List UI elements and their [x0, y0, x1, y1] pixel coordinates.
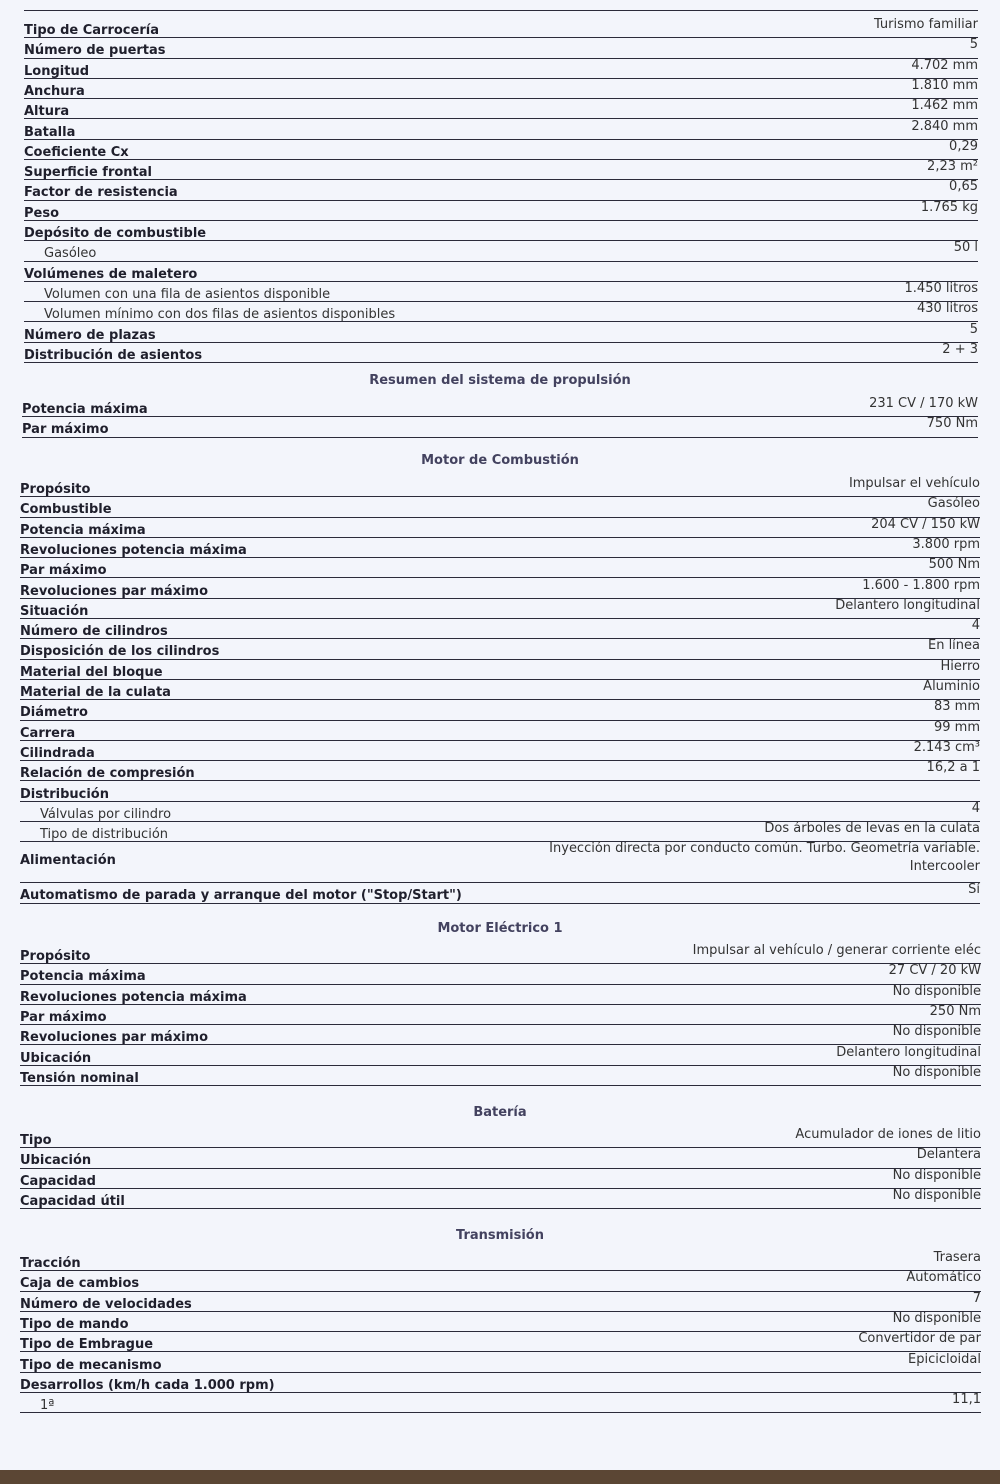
spec-label: Relación de compresión: [20, 766, 195, 782]
spec-value-line: Intercooler: [909, 859, 980, 875]
spec-label: Capacidad: [20, 1173, 96, 1189]
spec-label: Volumen mínimo con dos filas de asientos disponibles: [44, 307, 396, 323]
spec-label: Distribución de asientos: [24, 347, 203, 363]
spec-row: [20, 761, 980, 781]
spec-label: Tipo de Carrocería: [24, 23, 159, 38]
spec-label: 1ª: [40, 1398, 55, 1414]
spec-label: Potencia máxima: [20, 969, 146, 985]
spec-row: [24, 282, 978, 302]
spec-value: Impulsar al vehículo / generar corriente eléc: [692, 943, 981, 958]
spec-row: [20, 599, 980, 619]
spec-label: Número de velocidades: [20, 1296, 192, 1312]
spec-value: 3.800 rpm: [912, 536, 980, 552]
spec-value: 1.765 kg: [920, 199, 978, 215]
spec-label: Automatismo de parada y arranque del motor ("Stop/Start"): [20, 888, 462, 904]
spec-value: 2.143 cm³: [913, 739, 980, 755]
spec-value: 231 CV / 170 kW: [869, 396, 978, 411]
spec-value: Trasera: [933, 1250, 981, 1265]
spec-row: [20, 1005, 981, 1025]
spec-row: [20, 538, 980, 558]
spec-row: [20, 1066, 981, 1086]
spec-label: Revoluciones par máximo: [20, 1030, 209, 1046]
spec-row: [20, 619, 980, 639]
spec-row: [24, 201, 978, 221]
spec-value: 4: [971, 618, 980, 634]
spec-value: 0,29: [949, 138, 978, 154]
spec-label: Peso: [24, 205, 60, 221]
spec-row: [24, 302, 978, 322]
spec-row: [24, 79, 978, 99]
spec-value: 50 l: [953, 240, 978, 256]
spec-row: [20, 1025, 981, 1045]
spec-value: 1.810 mm: [911, 77, 978, 93]
spec-row: [20, 964, 981, 984]
spec-label: Anchura: [24, 83, 85, 99]
spec-label: Revoluciones par máximo: [20, 583, 209, 599]
spec-value: Impulsar el vehículo: [848, 476, 980, 491]
spec-value: 99 mm: [933, 719, 980, 735]
spec-label: Caja de cambios: [20, 1276, 140, 1292]
spec-value-line: Inyección directa por conducto común. Turbo. Geometría variable.: [549, 841, 980, 857]
spec-value: 250 Nm: [929, 1003, 981, 1019]
spec-row: [22, 417, 978, 437]
spec-value: No disponible: [892, 1187, 981, 1203]
spec-label: Número de plazas: [24, 327, 156, 343]
spec-row: [24, 18, 978, 38]
spec-row: [20, 1332, 981, 1352]
spec-label: Tensión nominal: [20, 1070, 139, 1086]
spec-label: Cilindrada: [20, 745, 95, 761]
spec-row: [20, 1169, 981, 1189]
table-surface: [0, 1470, 1000, 1484]
section-heading: Resumen del sistema de propulsión: [369, 373, 631, 388]
spec-value: [549, 842, 980, 873]
spec-row: [20, 1128, 981, 1148]
spec-label: Tracción: [20, 1256, 81, 1271]
spec-row: [20, 782, 980, 802]
spec-row: [20, 842, 980, 883]
spec-label: Par máximo: [20, 563, 107, 579]
spec-label: Carrera: [20, 725, 76, 741]
spec-label: Situación: [20, 603, 89, 619]
spec-label: Batalla: [24, 124, 76, 140]
spec-row: [20, 1046, 981, 1066]
spec-value: No disponible: [892, 1310, 981, 1326]
spec-label: Coeficiente Cx: [24, 144, 129, 160]
spec-row: [20, 1271, 981, 1291]
spec-value: 16,2 a 1: [926, 760, 980, 776]
spec-value: Dos árboles de levas en la culata: [764, 821, 980, 837]
spec-label: Factor de resistencia: [24, 185, 178, 201]
spec-label: Altura: [24, 104, 70, 120]
spec-row: [24, 241, 978, 261]
spec-label: Combustible: [20, 502, 112, 518]
spec-label: Tipo de distribución: [40, 827, 169, 843]
spec-value: Delantera: [916, 1147, 981, 1163]
spec-value: Gasóleo: [927, 496, 980, 512]
spec-label: Número de cilindros: [20, 624, 168, 640]
spec-row: [20, 700, 980, 720]
spec-row: [24, 99, 978, 119]
spec-value: No disponible: [892, 983, 981, 999]
spec-row: [20, 721, 980, 741]
spec-value: 5: [969, 37, 978, 53]
spec-value: 0,65: [949, 179, 978, 195]
spec-row: [20, 497, 980, 517]
spec-label: Volumen con una fila de asientos disponible: [44, 286, 331, 302]
spec-row: [20, 1189, 981, 1209]
spec-label: Desarrollos (km/h cada 1.000 rpm): [20, 1377, 275, 1393]
spec-label: Tipo de Embrague: [20, 1337, 154, 1353]
spec-label: Distribución: [20, 786, 109, 802]
spec-label: Tipo de mecanismo: [20, 1357, 162, 1373]
spec-row: [20, 985, 981, 1005]
spec-value: 1.462 mm: [911, 98, 978, 114]
spec-row: [24, 323, 978, 343]
spec-row: [24, 120, 978, 140]
spec-value: 2.840 mm: [911, 118, 978, 134]
spec-row: [20, 1312, 981, 1332]
spec-label: Disposición de los cilindros: [20, 644, 220, 660]
spec-row: [20, 883, 980, 903]
spec-row: [20, 477, 980, 497]
top-rule: [24, 10, 978, 11]
spec-value: 4: [971, 800, 980, 816]
spec-value: No disponible: [892, 1167, 981, 1183]
spec-value: 2,23 m²: [927, 159, 978, 175]
spec-value: 1.450 litros: [904, 280, 978, 296]
spec-label: Revoluciones potencia máxima: [20, 989, 247, 1005]
spec-row: [24, 262, 978, 282]
section-heading: Transmisión: [456, 1228, 544, 1243]
spec-value: 1.600 - 1.800 rpm: [862, 577, 980, 593]
spec-value: Epicicloidal: [908, 1351, 981, 1367]
spec-label: Par máximo: [20, 1009, 107, 1025]
spec-row: [24, 59, 978, 79]
spec-label: Propósito: [20, 482, 91, 497]
spec-label: Capacidad útil: [20, 1193, 125, 1209]
spec-value: 83 mm: [933, 699, 980, 715]
spec-row: [24, 221, 978, 241]
spec-row: [24, 180, 978, 200]
spec-row: [20, 660, 980, 680]
spec-value: Turismo familiar: [873, 17, 978, 32]
spec-row: [20, 579, 980, 599]
spec-label: Válvulas por cilindro: [40, 806, 172, 822]
spec-value: 204 CV / 150 kW: [871, 516, 980, 532]
spec-value: 27 CV / 20 kW: [888, 963, 981, 979]
spec-value: No disponible: [892, 1064, 981, 1080]
spec-row: [24, 343, 978, 363]
spec-row: [20, 558, 980, 578]
spec-value: En línea: [927, 638, 980, 654]
spec-label: Revoluciones potencia máxima: [20, 542, 247, 558]
spec-value: Aluminio: [923, 679, 980, 694]
spec-row: [20, 1251, 981, 1271]
spec-label: Alimentación: [20, 853, 116, 869]
spec-label: Volúmenes de maletero: [24, 266, 198, 282]
section-heading: Motor de Combustión: [421, 453, 579, 468]
spec-label: Material del bloque: [20, 664, 163, 680]
spec-value: 430 litros: [916, 301, 978, 317]
spec-label: Potencia máxima: [20, 522, 146, 538]
spec-value: Automático: [906, 1270, 981, 1286]
spec-label: Depósito de combustible: [24, 226, 207, 241]
spec-label: Propósito: [20, 949, 91, 964]
spec-row: [20, 680, 980, 700]
spec-value: 5: [969, 321, 978, 337]
spec-label: Superficie frontal: [24, 165, 152, 181]
spec-value: 4.702 mm: [911, 57, 978, 73]
spec-value: 11,1: [952, 1392, 981, 1408]
spec-value: 750 Nm: [926, 416, 978, 432]
spec-row: [20, 518, 980, 538]
spec-label: Tipo de mando: [20, 1316, 129, 1332]
spec-row: [20, 741, 980, 761]
spec-label: Número de puertas: [24, 43, 166, 59]
spec-row: [24, 160, 978, 180]
spec-row: [24, 38, 978, 58]
spec-label: Potencia máxima: [22, 402, 148, 417]
spec-row: [20, 1353, 981, 1373]
spec-value: Delantero longitudinal: [835, 597, 980, 613]
spec-label: Tipo: [20, 1133, 52, 1148]
spec-value: Hierro: [940, 658, 980, 674]
spec-row: [20, 1393, 981, 1413]
spec-label: Gasóleo: [44, 246, 97, 262]
spec-value: 2 + 3: [942, 341, 978, 357]
spec-label: Longitud: [24, 63, 90, 79]
spec-label: Par máximo: [22, 422, 109, 438]
spec-label: Ubicación: [20, 1153, 92, 1169]
spec-label: Ubicación: [20, 1050, 92, 1066]
spec-row: [20, 802, 980, 822]
spec-row: [20, 1148, 981, 1168]
spec-label: Material de la culata: [20, 685, 171, 700]
spec-row: [20, 944, 981, 964]
spec-row: [20, 639, 980, 659]
spec-value: 500 Nm: [928, 557, 980, 573]
spec-row: [24, 140, 978, 160]
spec-row: [20, 1292, 981, 1312]
spec-label: Diámetro: [20, 705, 88, 721]
spec-value: 7: [972, 1290, 981, 1306]
spec-row: [20, 1373, 981, 1393]
spec-value: Delantero longitudinal: [836, 1044, 981, 1060]
spec-value: Convertidor de par: [858, 1331, 981, 1347]
spec-value: No disponible: [892, 1024, 981, 1040]
section-heading: Motor Eléctrico 1: [437, 921, 563, 936]
spec-value: Acumulador de iones de litio: [795, 1127, 981, 1142]
spec-value: Sí: [968, 882, 980, 898]
spec-row: [20, 822, 980, 842]
section-heading: Batería: [473, 1105, 527, 1120]
spec-row: [22, 397, 978, 417]
